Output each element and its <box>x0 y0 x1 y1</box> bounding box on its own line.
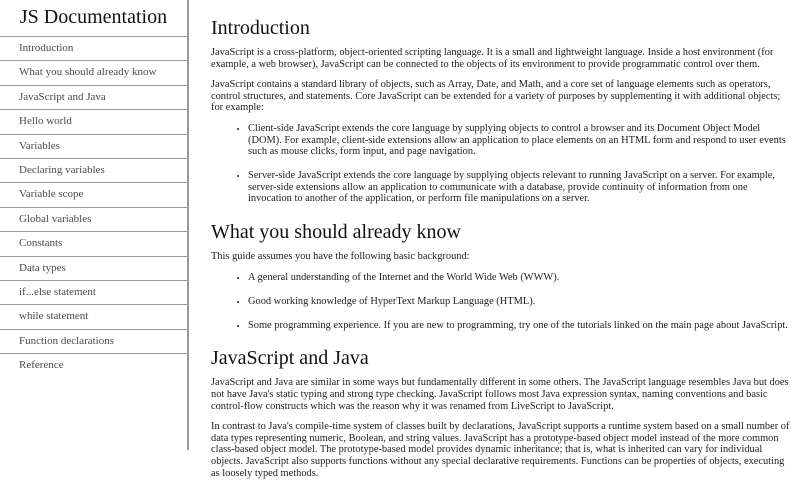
bullet-list <box>211 123 791 205</box>
nav-link-variables[interactable]: Variables <box>0 135 187 159</box>
section-heading: What you should already know <box>211 221 461 244</box>
nav-list <box>0 37 187 378</box>
list-item: • A general understanding of the Internet and the World Wide Web (WWW). <box>248 272 791 284</box>
nav-link-constants[interactable]: Constants <box>0 232 187 256</box>
bullet-list <box>211 272 791 332</box>
list-item: • Some programming experience. If you are new to programming, try one of the tutorials linked on the main page about JavaScript. <box>248 320 791 332</box>
list-item: • Good working knowledge of HyperText Markup Language (HTML). <box>248 296 791 308</box>
nav-link-reference[interactable]: Reference <box>19 359 64 372</box>
paragraph: In contrast to Java's compile-time system of classes built by declarations, JavaScript supports a runtime system based on a small number of data types representing numeric, Boolean, and string values. JavaScript has a prototype-based object model instead of the more common class-based object model. The prototype-based model provides dynamic inheritance; that is, what is inherited can vary for individual objects. JavaScript also supports functions without any special declarative requirements. Functions can be properties of objects, executing as loosely typed methods. <box>211 421 790 479</box>
nav-link-hello-world[interactable]: Hello world <box>0 110 187 134</box>
section-heading: JavaScript and Java <box>211 347 369 370</box>
nav-link-what-you-should-already-know[interactable]: What you should already know <box>0 61 187 85</box>
section-introduction <box>211 17 791 205</box>
nav-link-global-variables[interactable]: Global variables <box>0 208 187 232</box>
section-javascript-and-java <box>211 347 791 479</box>
paragraph: JavaScript is a cross-platform, object-oriented scripting language. It is a small and lightweight language. Inside a host environment (for example, a web browser), JavaScript can be connected to the objects of its environment to provide programmatic control over them. <box>211 47 774 70</box>
nav-link-declaring-variables[interactable]: Declaring variables <box>0 159 187 183</box>
list-item: • Server-side JavaScript extends the core language by supplying objects relevant to running JavaScript on a server. For example, server-side extensions allow an application to communicate with a database, provide continuity of information from one invocation to another of the application, or perform file manipulations on a server. <box>248 170 791 205</box>
nav-link-introduction[interactable]: Introduction <box>0 37 187 61</box>
nav-link-javascript-and-java[interactable]: JavaScript and Java <box>0 86 187 110</box>
nav-link-while-statement[interactable]: while statement <box>0 305 187 329</box>
section-heading: Introduction <box>211 17 310 39</box>
sidebar-nav <box>0 0 189 450</box>
nav-link-data-types[interactable]: Data types <box>0 257 187 281</box>
nav-link-function-declarations[interactable]: Function declarations <box>0 330 187 354</box>
paragraph: This guide assumes you have the following basic background: <box>211 251 470 263</box>
section-what-you-should-already-know <box>211 221 791 331</box>
nav-link-variable-scope[interactable]: Variable scope <box>0 183 187 207</box>
nav-title: JS Documentation <box>0 0 187 37</box>
paragraph: JavaScript and Java are similar in some ways but fundamentally different in some others. The JavaScript language resembles Java but does not have Java's static typing and strong type checking. JavaScript follows most Java expression syntax, naming conventions and basic control-flow constructs which was the reason why it was renamed from LiveScript to JavaScript. <box>211 377 789 412</box>
paragraph: JavaScript contains a standard library of objects, such as Array, Date, and Math, and a core set of language elements such as operators, control structures, and statements. Core JavaScript can be extended for a variety of purposes by supplementing it with additional objects; for example: <box>211 79 781 114</box>
nav-link-if-else-statement[interactable]: if...else statement <box>0 281 187 305</box>
main-doc <box>211 0 791 488</box>
list-item: • Client-side JavaScript extends the core language by supplying objects to control a browser and its Document Object Model (DOM). For example, client-side extensions allow an application to place elements on an HTML form and respond to user events such as mouse clicks, form input, and page navigation. <box>248 123 791 158</box>
